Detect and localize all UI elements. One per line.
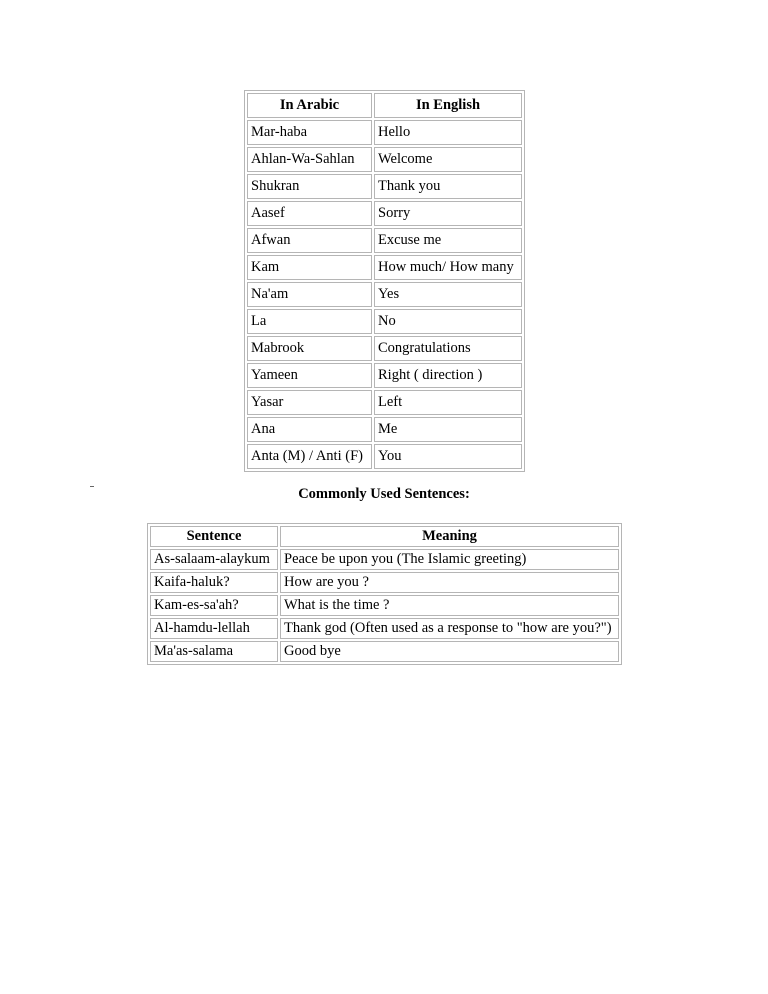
table-row	[150, 595, 619, 616]
table-row	[247, 417, 522, 442]
english-meaning: Welcome	[374, 147, 522, 172]
table-row	[247, 363, 522, 388]
sentences-table	[147, 523, 622, 665]
english-meaning: Excuse me	[374, 228, 522, 253]
table-header-row	[247, 93, 522, 118]
table-row	[247, 174, 522, 199]
table-row	[150, 641, 619, 662]
arabic-word: Afwan	[247, 228, 372, 253]
arabic-word: Na'am	[247, 282, 372, 307]
arabic-word: Mabrook	[247, 336, 372, 361]
sentence-cell: As-salaam-alaykum	[150, 549, 278, 570]
arabic-word: Yameen	[247, 363, 372, 388]
meaning-cell: How are you ?	[280, 572, 619, 593]
table-row	[150, 618, 619, 639]
english-meaning: Hello	[374, 120, 522, 145]
column-header-meaning: Meaning	[280, 526, 619, 547]
table-row	[150, 572, 619, 593]
english-meaning: Me	[374, 417, 522, 442]
meaning-cell: What is the time ?	[280, 595, 619, 616]
meaning-cell: Peace be upon you (The Islamic greeting)	[280, 549, 619, 570]
table-row	[247, 309, 522, 334]
arabic-word: Ahlan-Wa-Sahlan	[247, 147, 372, 172]
arabic-word: La	[247, 309, 372, 334]
table-row	[247, 444, 522, 469]
table-row	[247, 336, 522, 361]
arabic-word: Shukran	[247, 174, 372, 199]
arabic-word: Ana	[247, 417, 372, 442]
english-meaning: No	[374, 309, 522, 334]
english-meaning: Congratulations	[374, 336, 522, 361]
words-table	[244, 90, 525, 472]
sentence-cell: Kaifa-haluk?	[150, 572, 278, 593]
sentence-cell: Kam-es-sa'ah?	[150, 595, 278, 616]
english-meaning: You	[374, 444, 522, 469]
column-header-sentence: Sentence	[150, 526, 278, 547]
table-header-row	[150, 526, 619, 547]
sentence-cell: Ma'as-salama	[150, 641, 278, 662]
english-meaning: Right ( direction )	[374, 363, 522, 388]
table-row	[247, 147, 522, 172]
english-meaning: Thank you	[374, 174, 522, 199]
arabic-word: Anta (M) / Anti (F)	[247, 444, 372, 469]
arabic-word: Yasar	[247, 390, 372, 415]
arabic-word: Aasef	[247, 201, 372, 226]
column-header-arabic: In Arabic	[247, 93, 372, 118]
english-meaning: Sorry	[374, 201, 522, 226]
meaning-cell: Good bye	[280, 641, 619, 662]
column-header-english: In English	[374, 93, 522, 118]
english-meaning: Left	[374, 390, 522, 415]
english-meaning: Yes	[374, 282, 522, 307]
arabic-word: Mar-haba	[247, 120, 372, 145]
table-row	[247, 120, 522, 145]
english-meaning: How much/ How many	[374, 255, 522, 280]
table-row	[247, 255, 522, 280]
table-row	[150, 549, 619, 570]
sentence-cell: Al-hamdu-lellah	[150, 618, 278, 639]
meaning-cell: Thank god (Often used as a response to "how are you?")	[280, 618, 619, 639]
table-row	[247, 390, 522, 415]
table-row	[247, 201, 522, 226]
arabic-word: Kam	[247, 255, 372, 280]
section-heading: Commonly Used Sentences:	[298, 486, 470, 502]
table-row	[247, 282, 522, 307]
table-row	[247, 228, 522, 253]
